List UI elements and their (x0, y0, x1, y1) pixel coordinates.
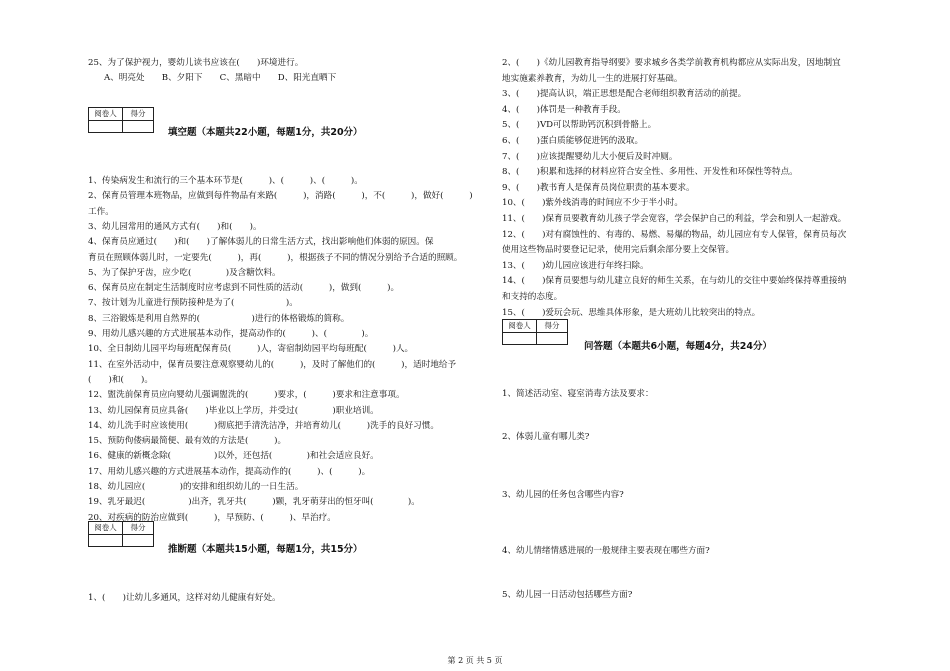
score-label: 得分 (544, 321, 560, 330)
judge-question-line: 13、( )幼儿园应该进行年终扫除。 (502, 260, 649, 271)
judge-section-title: 推断题（本题共15小题，每题1分，共15分） (168, 544, 363, 555)
qa-section-title: 问答题（本题共6小题，每题4分，共24分） (584, 341, 772, 352)
qa-question: 1、简述活动室、寝室消毒方法及要求： (502, 389, 654, 399)
fill-question-line: 2、保育员管理本班物品，应做到每件物品有来路( )，消路( )，不( )，做好( ) (88, 191, 473, 202)
fill-question-line: 6、保育员应在制定生活制度时应考虑到不同性质的活动( )，做到( )。 (88, 283, 400, 294)
question-25-options: A、明亮处 B、夕阳下 C、黑暗中 D、阳光直晒下 (104, 73, 337, 83)
fill-score-box (88, 107, 154, 133)
judge-question-line: 和支持的态度。 (502, 292, 563, 302)
judge-question-line: 9、( )教书育人是保育员岗位职责的基本要求。 (502, 182, 695, 193)
fill-question-line: 工作。 (88, 206, 114, 217)
fill-question-line: 18、幼儿园应( )的安排和组织幼儿的一日生活。 (88, 482, 304, 492)
qa-question: 4、幼儿情绪情感进展的一般规律主要表现在哪些方面? (502, 546, 710, 556)
fill-question-line: 10、全日制幼儿园平均每班配保育员( )人，寄宿制幼园平均每班配( )人。 (88, 344, 414, 355)
fill-question-line: 15、预防佝偻病最简便、最有效的方法是( )。 (88, 436, 287, 447)
fill-question-line: 16、健康的新概念除( )以外，还包括( )和社会适应良好。 (88, 451, 379, 462)
fill-section-title: 填空题（本题共22小题，每题1分，共20分） (168, 127, 363, 138)
question-25: 25、为了保护视力，婴幼儿读书应该在( )环境进行。 (88, 58, 304, 68)
judge-question-line: 14、( )保育员要想与幼儿建立良好的师生关系，在与幼儿的交往中要始终保持尊重接纳 (502, 276, 847, 287)
fill-question-line: 育员在照顾体弱儿时，一定要先( )，再( )，根据孩子不同的情况分别给予合适的照顾。 (88, 252, 463, 263)
fill-question-line: 8、三浴锻炼是利用自然界的( )进行的体格锻炼的简称。 (88, 313, 350, 324)
page-footer: 第 2 页 共 5 页 (447, 656, 503, 665)
judge-question-line: 15、( )爱玩会玩、思维具体形象，是大班幼儿比较突出的特点。 (502, 307, 761, 318)
fill-question-line: 7、按计划为儿童进行预防接种是为了( )。 (88, 298, 298, 309)
judge-question-line: 地实施素养教育，为幼儿一生的进展打好基础。 (502, 73, 683, 84)
fill-question-line: 12、盥洗前保育员应向婴幼儿强调盥洗的( )要求，( )要求和注意事项。 (88, 390, 405, 401)
scorer-label: 阅卷人 (89, 108, 123, 120)
fill-question-line: 5、为了保护牙齿，应少吃( )及含糖饮料。 (88, 267, 281, 278)
judge-question-line: 7、( )应该提醒婴幼儿大小便后及时冲厕。 (502, 151, 678, 162)
judge-question-line: 5、( )VD可以帮助钙沉积到骨骼上。 (502, 120, 657, 131)
scorer-label: 阅卷人 (89, 522, 123, 534)
fill-question-line: ( )和( )。 (88, 374, 153, 385)
fill-question-line: 9、用幼儿感兴趣的方式进展基本动作，提高动作的( )、( )。 (88, 329, 374, 339)
fill-question-line: 14、幼儿洗手时应该使用( )彻底把手清洗洁净，并培育幼儿( )洗手的良好习惯。 (88, 420, 439, 431)
judge-question-line: 使用这些物品时要登记记录，使用完后剩余部分要上交保管。 (502, 245, 735, 256)
fill-question-line: 13、幼儿园保育员应具备( )毕业以上学历，并受过( )职业培训。 (88, 405, 379, 416)
fill-question-line: 19、乳牙最迟( )出齐，乳牙共( )颗，乳牙萌芽出的恒牙叫( )。 (88, 497, 420, 508)
judge-question-line: 11、( )保育员要教育幼儿孩子学会宽容，学会保护自己的利益，学会和别人一起游戏。 (502, 214, 847, 224)
judge-question-line: 2、( )《幼儿园教育指导纲要》要求城乡各类学前教育机构都应从实际出发，因地制宜 (502, 58, 841, 68)
judge-question-line: 12、( )对有腐蚀性的、有毒的、易燃、易爆的物品，幼儿园应有专人保管，保育员每次 (502, 229, 847, 240)
judge-question-line: 6、( )蛋白质能够促进钙的汲取。 (502, 136, 644, 146)
qa-question: 3、幼儿园的任务包含哪些内容? (502, 490, 624, 500)
score-label: 得分 (130, 523, 146, 532)
fill-question-line: 20、对疾病的防治应做到( )，早预防、( )、早治疗。 (88, 512, 336, 523)
qa-score-box (502, 319, 568, 345)
judge-question-line: 4、( )体罚是一种教育手段。 (502, 104, 626, 115)
qa-question: 5、幼儿园一日活动包括哪些方面? (502, 590, 633, 600)
fill-question-line: 4、保育员应通过( )和( )了解体弱儿的日常生活方式，找出影响他们体弱的原因。保 (88, 237, 434, 248)
scorer-label: 阅卷人 (503, 320, 537, 332)
judge-question-line: 8、( )积累和选择的材料应符合安全性、多用性、开发性和环保性等特点。 (502, 167, 798, 178)
qa-question: 2、体弱儿童有哪儿类? (502, 432, 590, 442)
fill-question-line: 17、用幼儿感兴趣的方式进展基本动作，提高动作的( )、( )。 (88, 466, 371, 477)
judge-question-line: 10、( )紫外线消毒的时间应不少于半小时。 (502, 198, 683, 209)
fill-question-line: 11、在室外活动中，保育员要注意观察婴幼儿的( )，及时了解他们的( )，适时地给予 (88, 359, 457, 370)
judge-question-1: 1、( )让幼儿多通风，这样对幼儿健康有好处。 (88, 593, 281, 603)
fill-question-line: 3、幼儿园常用的通风方式有( )和( )。 (88, 221, 262, 232)
fill-question-line: 1、传染病发生和流行的三个基本环节是( )、( )、( )。 (88, 176, 363, 186)
judge-question-line: 3、( )提高认识，端正思想是配合老师组织教育活动的前提。 (502, 89, 747, 100)
score-label: 得分 (130, 109, 146, 118)
judge-score-box (88, 521, 154, 547)
